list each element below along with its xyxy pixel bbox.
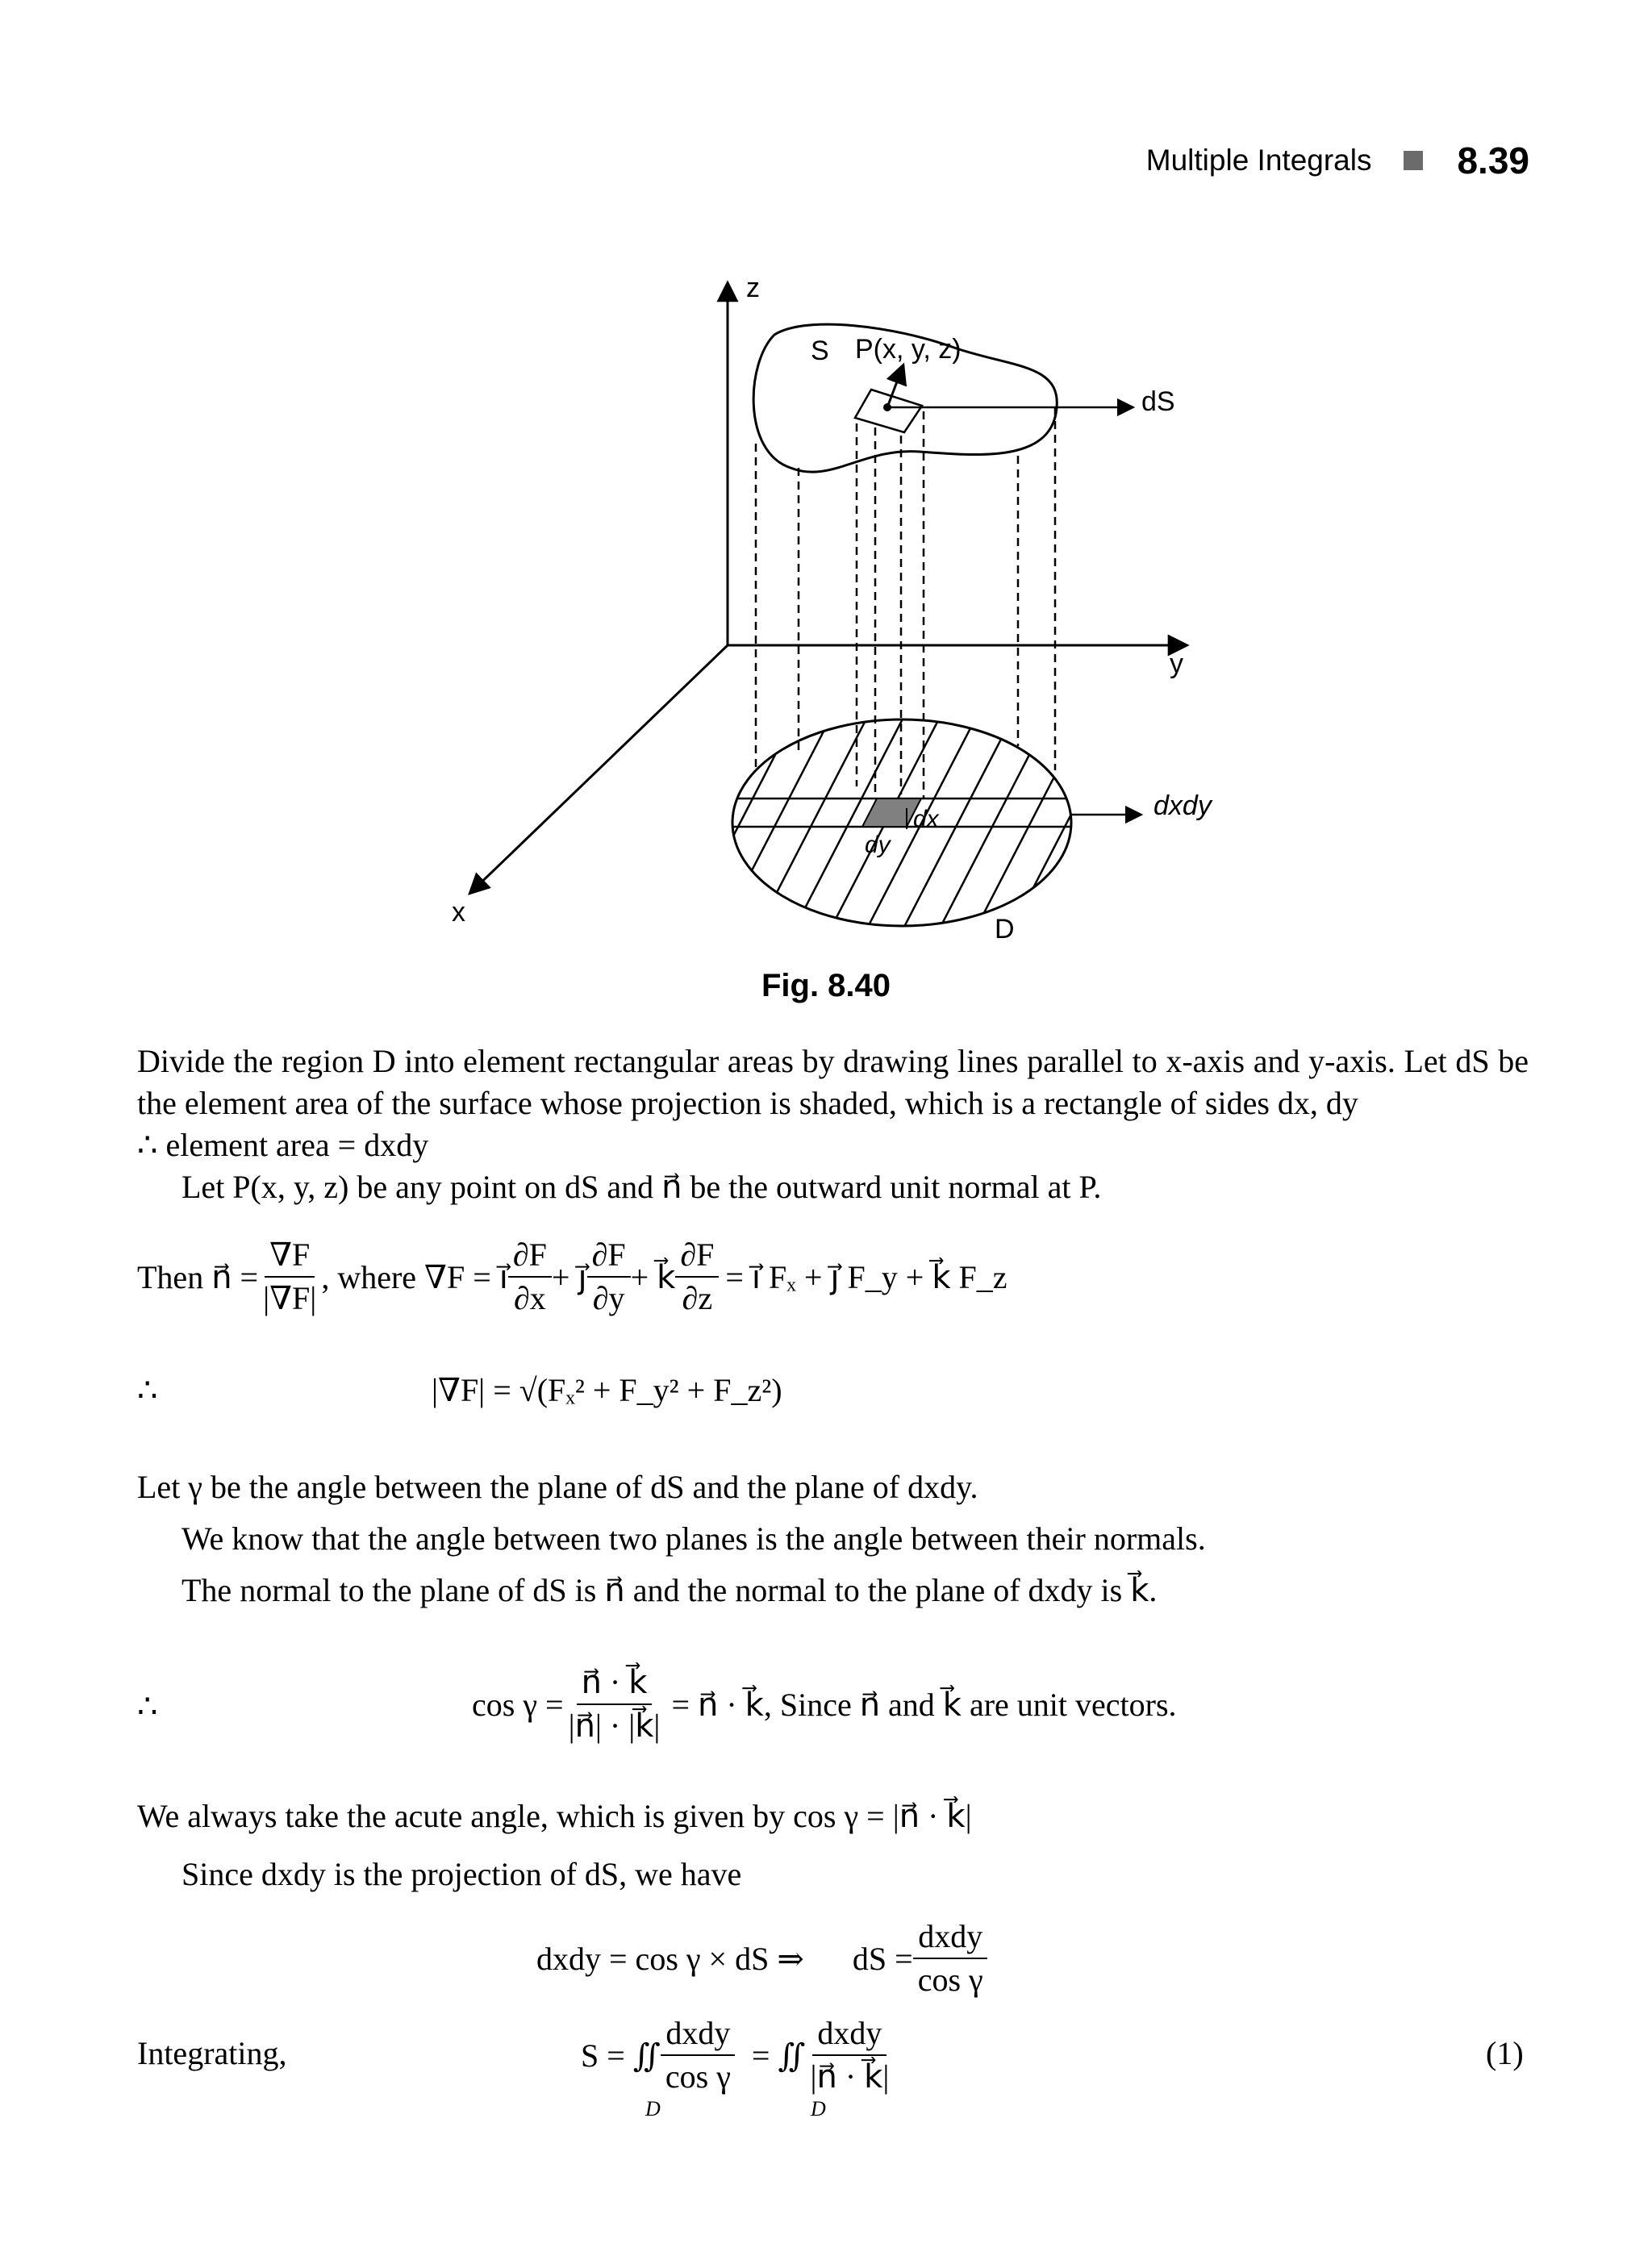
angle-gamma-line: Let γ be the angle between the plane of dS and the plane of dxdy. — [137, 1469, 978, 1505]
figure-surface-projection — [0, 0, 1652, 968]
figure-caption: Fig. 8.40 — [761, 968, 891, 1003]
label-d: D — [995, 914, 1015, 945]
label-ds: dS — [1141, 386, 1175, 417]
x-axis — [469, 645, 728, 894]
equation-number: (1) — [1486, 2035, 1524, 2071]
equation-cos-gamma: cos γ = $\frac{n⃗ \cdot k⃗}{|n⃗| \cdot |k⃗|}$ = n⃗ · k⃗, Since n⃗ and k⃗ are unit vectors. — [472, 1662, 1177, 1747]
grad-components: = i⃗ Fₓ + j⃗ F_y + k⃗ F_z — [725, 1258, 1007, 1295]
point-normal-line: Let P(x, y, z) be any point on dS and n⃗ be the outward unit normal at P. — [181, 1169, 1102, 1205]
label-s: S — [811, 336, 829, 366]
plus-k: + k⃗ — [630, 1258, 676, 1295]
subscript-d-2: D — [811, 2097, 826, 2120]
partial-x: $\frac{\partial F}{\partial x}$ — [508, 1234, 552, 1320]
partial-y: $\frac{\partial F}{\partial y}$ — [587, 1234, 631, 1320]
label-x: x — [452, 897, 465, 928]
element-area-line: ∴ element area = dxdy — [137, 1127, 429, 1163]
label-y: y — [1170, 648, 1183, 679]
normals-line: The normal to the plane of dS is n⃗ and the normal to the plane of dxdy is k⃗. — [181, 1572, 1158, 1608]
paragraph-divide-region: Divide the region D into element rectangular areas by drawing lines parallel to x-axis and y-axis. Let dS be the element area of the surface whose projection is shaded, which is a rectangle of sides dx, dy — [137, 1043, 1529, 1121]
label-dx: dx — [913, 806, 939, 832]
acute-angle-line: We always take the acute angle, which is given by cos γ = |n⃗ · k⃗| — [137, 1798, 972, 1834]
equation-norm-grad: |∇F| = √(Fₓ² + F_y² + F_z²) — [432, 1372, 782, 1408]
label-dxdy: dxdy — [1153, 790, 1212, 821]
equation-surface-integral: S = ∬ $\frac{\text{dxdy}}{\text{cos γ}}$ = ∬ $\frac{\text{dxdy}}{|n⃗ \cdot k⃗|}$ — [581, 2012, 894, 2098]
equation-unit-normal — [137, 1234, 1007, 1320]
normal-vector — [887, 365, 903, 407]
label-point: P(x, y, z) — [855, 334, 962, 365]
cos-fraction: $\frac{n⃗ \cdot k⃗}{|n⃗| \cdot |k⃗|}$ — [564, 1662, 665, 1747]
integrating-label: Integrating, — [137, 2035, 287, 2071]
integral-fraction-1: $\frac{\text{dxdy}}{\text{cos γ}}$ — [661, 2012, 736, 2098]
label-z: z — [746, 273, 760, 303]
grad-fraction: $\frac{\nabla F}{|\nabla F|}$ — [258, 1234, 321, 1320]
integral-fraction-2: $\frac{\text{dxdy}}{|n⃗ \cdot k⃗|}$ — [806, 2012, 895, 2098]
angle-normals-line: We know that the angle between two planes is the angle between their normals. — [181, 1520, 1206, 1557]
page-number: 8.39 — [1457, 140, 1529, 181]
then-n: Then n⃗ = — [137, 1258, 259, 1295]
ds-fraction: $\frac{\text{dxdy}}{\text{cos γ}}$ — [913, 1916, 988, 2001]
subscript-d-1: D — [645, 2097, 661, 2120]
where-grad: , where ∇F = i⃗ — [321, 1258, 508, 1295]
partial-z: $\frac{\partial F}{\partial z}$ — [675, 1234, 719, 1320]
running-title: Multiple Integrals — [1145, 144, 1372, 177]
therefore-symbol-1: ∴ — [137, 1372, 158, 1408]
label-dy: dy — [865, 832, 891, 858]
plus-j: + j⃗ — [551, 1258, 587, 1295]
projection-line: Since dxdy is the projection of dS, we have — [181, 1856, 742, 1892]
equation-ds: dxdy = cos γ × dS ⇒ dS = $\frac{\text{dxdy}}{\text{cos γ}}$ — [536, 1916, 988, 2001]
therefore-symbol-2: ∴ — [137, 1688, 158, 1724]
